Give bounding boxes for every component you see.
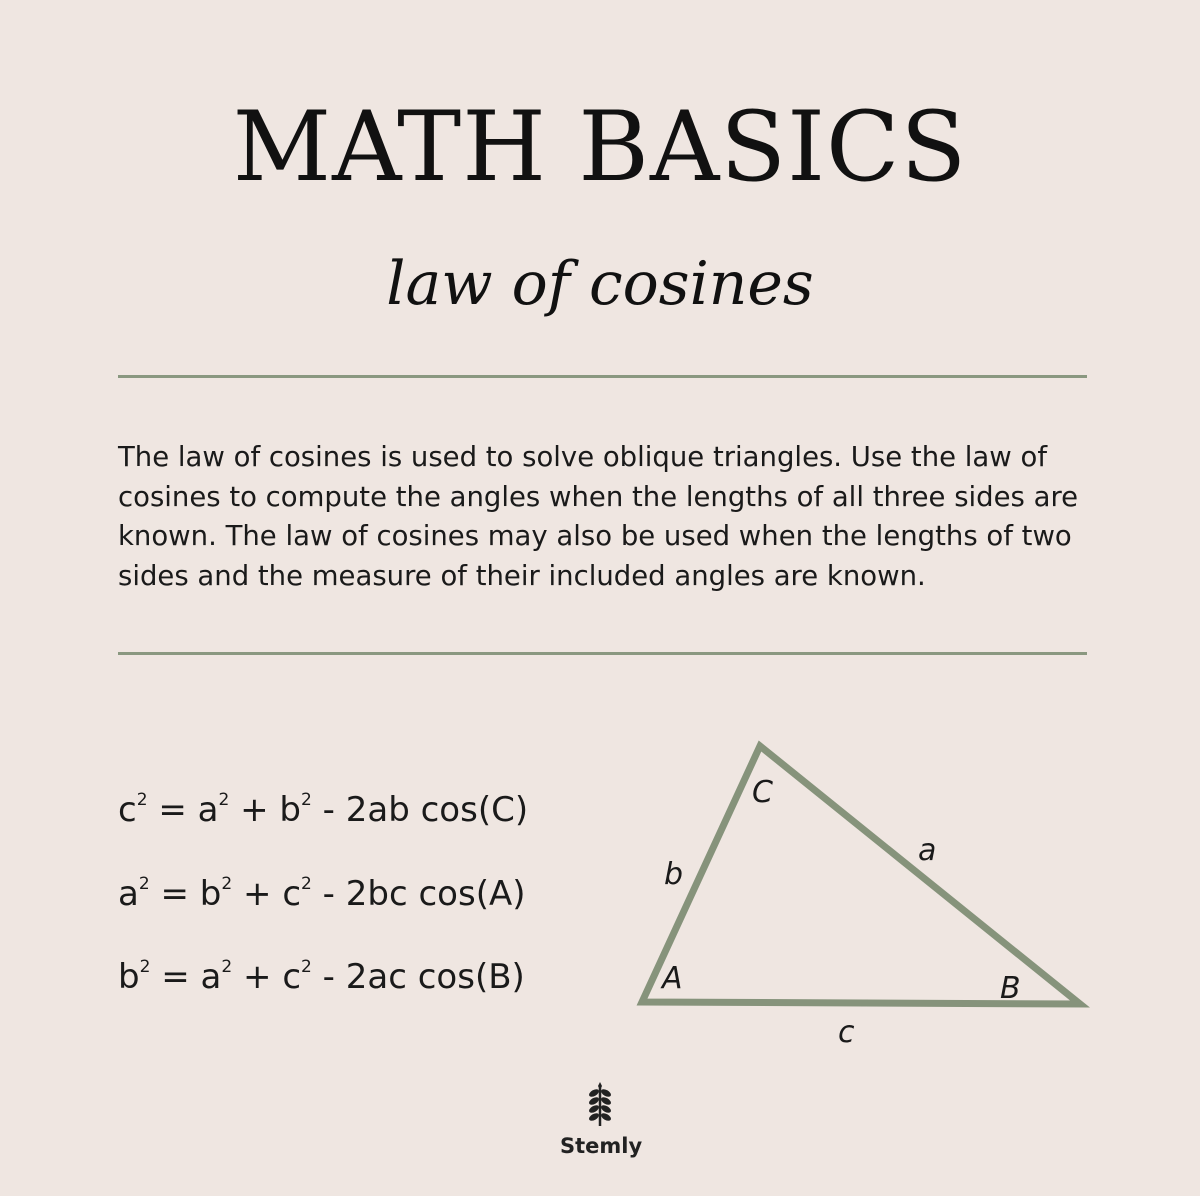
formula-product: 2ac [345,957,407,997]
formula-term-1: b [199,874,222,914]
formula-lhs: a [118,874,139,914]
formula-equals: = [147,790,198,830]
formula-minus: - [311,957,346,997]
vertex-label-b: B [1000,971,1021,1006]
formula-exponent: 2 [138,874,150,894]
formula-lhs: c [118,790,137,830]
side-label-b: b [664,857,684,892]
formula-function: cos [417,957,475,997]
page-subtitle: law of cosines [386,249,814,319]
formula-equals: = [150,957,201,997]
formula-term-2: b [279,790,302,830]
formula-exponent: 2 [301,874,312,894]
side-label-c: c [838,1015,855,1050]
formula-plus: + [232,874,283,914]
formula-product: 2bc [345,874,408,914]
formula-term-1: a [197,790,219,830]
formula-function: cos [420,790,478,830]
formula-lhs: b [118,957,140,997]
formula-exponent: 2 [139,957,151,977]
formula-exponent: 2 [301,957,312,977]
formula-exponent: 2 [221,957,233,977]
formula-angle: (B) [474,957,525,997]
brand-name: Stemly [560,1134,643,1158]
vertex-label-c: C [752,775,773,810]
formula-minus: - [311,790,346,830]
formula-function: cos [418,874,476,914]
formula-angle: (C) [477,790,529,830]
formula-plus: + [229,790,280,830]
formula-term-2: c [282,874,302,914]
side-label-a: a [918,833,937,868]
formula-equals: = [149,874,200,914]
formula-exponent: 2 [218,790,230,810]
formula-exponent: 2 [136,790,148,810]
formula-product: 2ab [345,790,410,830]
brand-logo [560,1080,643,1158]
triangle-shape [642,746,1080,1004]
formula-term-1: a [200,957,222,997]
vertex-label-a: A [662,961,683,996]
formula-exponent: 2 [301,790,312,810]
wheat-icon [585,1080,615,1128]
formula-minus: - [311,874,346,914]
formula-term-2: c [282,957,302,997]
page-title: MATH BASICS [232,91,968,203]
formula-exponent: 2 [221,874,233,894]
description-text: The law of cosines is used to solve oblique triangles. Use the law of cosines to compute the angles when the lengths of all three sides are known. The law of cosines may also be used when the lengths of two sides and the measure of their included angles are known. [118,441,1079,592]
formula-plus: + [232,957,283,997]
formula-angle: (A) [475,874,526,914]
